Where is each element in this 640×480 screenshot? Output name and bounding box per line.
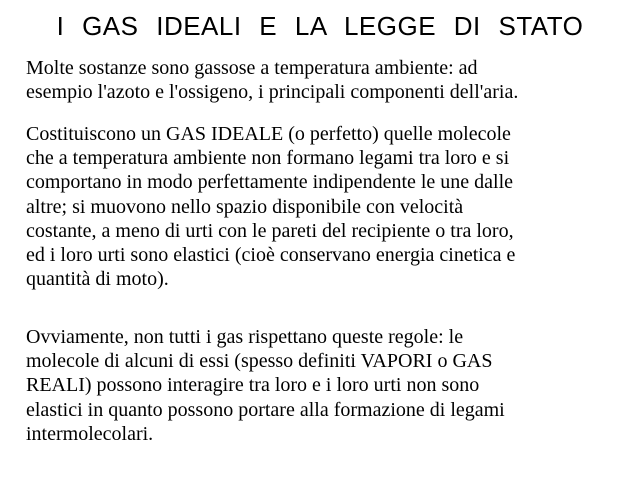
paragraph-intro: Molte sostanze sono gassose a temperatura ambiente: ad esempio l'azoto e l'ossigeno, i principali componenti dell'aria. [26, 57, 519, 104]
paragraph-ideal-gas-definition: Costituiscono un GAS IDEALE (o perfetto) quelle molecole che a temperatura ambiente non formano legami tra loro e si comportano in modo perfettamente indipendente le une dalle altre; si muovono nello spazio disponibile con velocità costante, a meno di urti con le pareti del recipiente o tra loro, ed i loro urti sono elastici (cioè conservano energia cinetica e quantità di moto). [26, 123, 516, 291]
slide-title: I GAS IDEALI E LA LEGGE DI STATO [56, 11, 584, 41]
paragraph-real-gases: Ovviamente, non tutti i gas rispettano queste regole: le molecole di alcuni di essi (spesso definiti VAPORI o GAS REALI) possono interagire tra loro e i loro urti non sono elastici in quanto possono portare alla formazione di legami intermolecolari. [26, 326, 505, 445]
